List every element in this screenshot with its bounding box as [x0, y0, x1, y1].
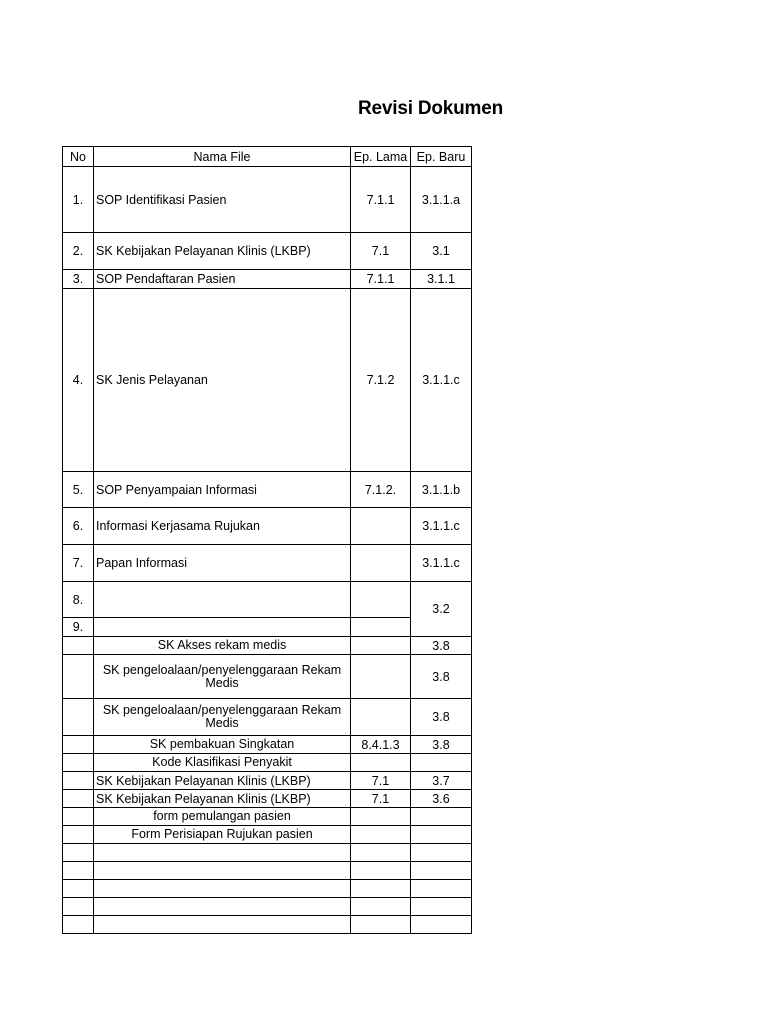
cell-ep-lama: 7.1 — [351, 790, 411, 808]
cell-no: 7. — [63, 545, 94, 582]
table-row — [63, 898, 472, 916]
cell-name: SK Kebijakan Pelayanan Klinis (LKBP) — [94, 790, 351, 808]
cell-no — [63, 790, 94, 808]
cell-name: form pemulangan pasien — [94, 808, 351, 826]
cell-no: 3. — [63, 270, 94, 289]
cell-name: SK Akses rekam medis — [94, 637, 351, 655]
table-row — [63, 545, 472, 582]
cell-ep-lama — [351, 545, 411, 582]
cell-ep-lama — [351, 898, 411, 916]
cell-name: SK Kebijakan Pelayanan Klinis (LKBP) — [94, 233, 351, 270]
table-row — [63, 880, 472, 898]
cell-ep-baru: 3.1.1.b — [411, 472, 472, 508]
cell-ep-baru: 3.1.1 — [411, 270, 472, 289]
cell-name: SK Jenis Pelayanan — [94, 289, 351, 472]
cell-name: SOP Identifikasi Pasien — [94, 167, 351, 233]
cell-ep-lama — [351, 844, 411, 862]
cell-ep-lama — [351, 754, 411, 772]
header-no: No — [63, 147, 94, 167]
cell-no: 5. — [63, 472, 94, 508]
cell-no — [63, 898, 94, 916]
cell-ep-baru — [411, 826, 472, 844]
cell-name: SOP Pendaftaran Pasien — [94, 270, 351, 289]
cell-ep-lama — [351, 880, 411, 898]
cell-no: 6. — [63, 508, 94, 545]
cell-ep-baru: 3.1.1.c — [411, 289, 472, 472]
table-row — [63, 637, 472, 655]
cell-no: 4. — [63, 289, 94, 472]
cell-ep-baru — [411, 880, 472, 898]
cell-ep-lama: 7.1 — [351, 233, 411, 270]
cell-ep-baru — [411, 808, 472, 826]
cell-ep-lama — [351, 582, 411, 618]
table-row — [63, 618, 472, 637]
cell-ep-baru — [411, 898, 472, 916]
header-row — [63, 147, 472, 167]
cell-ep-lama — [351, 826, 411, 844]
table-row — [63, 844, 472, 862]
cell-ep-lama: 8.4.1.3 — [351, 736, 411, 754]
cell-name — [94, 582, 351, 618]
cell-no: 1. — [63, 167, 94, 233]
table-row — [63, 826, 472, 844]
cell-name — [94, 844, 351, 862]
cell-name — [94, 862, 351, 880]
cell-ep-baru: 3.8 — [411, 736, 472, 754]
cell-ep-baru — [411, 844, 472, 862]
page-title: Revisi Dokumen — [358, 98, 504, 119]
table-row — [63, 916, 472, 934]
cell-ep-lama: 7.1.1 — [351, 270, 411, 289]
table-row — [63, 736, 472, 754]
cell-no — [63, 754, 94, 772]
header-name: Nama File — [94, 147, 351, 167]
cell-name: SK pengeloalaan/penyelenggaraan Rekam Medis — [94, 655, 351, 699]
table-row — [63, 699, 472, 736]
title-container — [358, 94, 504, 124]
cell-name: Informasi Kerjasama Rujukan — [94, 508, 351, 545]
cell-ep-lama: 7.1.2 — [351, 289, 411, 472]
cell-ep-lama — [351, 508, 411, 545]
cell-no — [63, 826, 94, 844]
header-ep-baru: Ep. Baru — [411, 147, 472, 167]
table-row — [63, 655, 472, 699]
cell-ep-baru: 3.8 — [411, 655, 472, 699]
cell-name — [94, 618, 351, 637]
cell-ep-lama — [351, 916, 411, 934]
cell-ep-lama — [351, 699, 411, 736]
cell-ep-baru — [411, 754, 472, 772]
header-ep-lama: Ep. Lama — [351, 147, 411, 167]
table-row — [63, 233, 472, 270]
cell-ep-baru: 3.1 — [411, 233, 472, 270]
table-row — [63, 754, 472, 772]
cell-ep-lama — [351, 655, 411, 699]
cell-ep-baru: 3.1.1.c — [411, 508, 472, 545]
table-row — [63, 472, 472, 508]
cell-name: Kode Klasifikasi Penyakit — [94, 754, 351, 772]
cell-ep-baru: 3.6 — [411, 790, 472, 808]
cell-no — [63, 736, 94, 754]
table-row — [63, 289, 472, 472]
cell-name — [94, 880, 351, 898]
cell-name: SK pembakuan Singkatan — [94, 736, 351, 754]
cell-ep-baru — [411, 916, 472, 934]
table-row — [63, 772, 472, 790]
cell-name: SOP Penyampaian Informasi — [94, 472, 351, 508]
document-revision-table — [62, 146, 472, 934]
cell-name: SK Kebijakan Pelayanan Klinis (LKBP) — [94, 772, 351, 790]
cell-ep-lama: 7.1.1 — [351, 167, 411, 233]
cell-name: Papan Informasi — [94, 545, 351, 582]
table-row — [63, 508, 472, 545]
cell-ep-baru: 3.1.1.a — [411, 167, 472, 233]
cell-name — [94, 916, 351, 934]
cell-no — [63, 637, 94, 655]
cell-ep-baru: 3.8 — [411, 699, 472, 736]
cell-ep-lama — [351, 637, 411, 655]
cell-no — [63, 655, 94, 699]
cell-no — [63, 844, 94, 862]
cell-ep-lama: 7.1 — [351, 772, 411, 790]
table-row — [63, 167, 472, 233]
cell-no — [63, 808, 94, 826]
table-row — [63, 582, 472, 618]
cell-ep-lama — [351, 862, 411, 880]
cell-name: Form Perisiapan Rujukan pasien — [94, 826, 351, 844]
cell-ep-baru: 3.8 — [411, 637, 472, 655]
cell-ep-baru: 3.1.1.c — [411, 545, 472, 582]
cell-ep-lama: 7.1.2. — [351, 472, 411, 508]
cell-no — [63, 916, 94, 934]
cell-no — [63, 880, 94, 898]
table-row — [63, 862, 472, 880]
table-row — [63, 808, 472, 826]
cell-no: 9. — [63, 618, 94, 637]
table-row — [63, 790, 472, 808]
cell-ep-baru: 3.7 — [411, 772, 472, 790]
cell-ep-lama — [351, 618, 411, 637]
cell-no: 2. — [63, 233, 94, 270]
cell-name: SK pengeloalaan/penyelenggaraan Rekam Medis — [94, 699, 351, 736]
table-row — [63, 270, 472, 289]
cell-ep-lama — [351, 808, 411, 826]
cell-ep-baru: 3.2 — [411, 582, 472, 637]
cell-no — [63, 699, 94, 736]
cell-no — [63, 772, 94, 790]
cell-ep-baru — [411, 862, 472, 880]
cell-no — [63, 862, 94, 880]
cell-no: 8. — [63, 582, 94, 618]
cell-name — [94, 898, 351, 916]
